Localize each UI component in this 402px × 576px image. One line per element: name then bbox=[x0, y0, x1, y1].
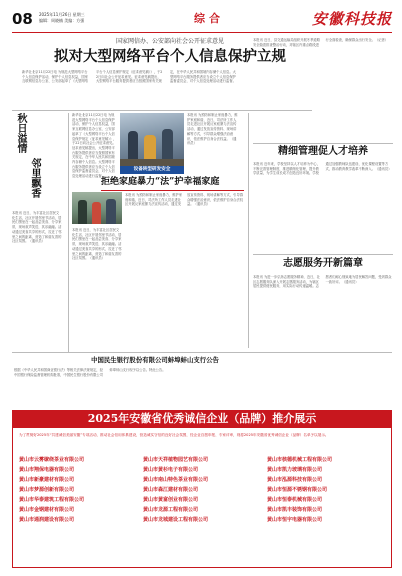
lead-headline: 拟对大型网络平台个人信息保护立规 bbox=[54, 48, 286, 65]
left-column-body: 本报讯 近日，为丰富社区居民文化生活，社区开展邻里节活动，居民们围坐在一起品尝美食、分享家常，现场欢声笑语，其乐融融。活动通过美食共享的形式，拉近了邻里之间的距离，营造了和谐友善的社区氛围。（通讯员） bbox=[12, 211, 62, 244]
company-item: 黄山市黄富创业有限公司 bbox=[143, 497, 199, 503]
story2-body-lower-text: 本报讯 近日，为丰富社区居民文化生活，社区开展邻里节活动，居民们围坐在一起品尝美食、分享家常，现场欢声笑语，其乐融融。活动通过美食共享的形式，拉近了邻里之间的距离，营造了和谐友善的社区氛围。（通讯员） bbox=[72, 228, 122, 261]
center-right-divider bbox=[248, 113, 249, 348]
company-item: 黄山市恒宇电器有限公司 bbox=[267, 517, 323, 523]
company-item: 黄山市新豪建材有限公司 bbox=[19, 477, 75, 483]
page-number: 08 bbox=[12, 10, 33, 28]
masthead bbox=[12, 10, 392, 34]
left-column-tag1: 秋日溢情 bbox=[15, 113, 26, 153]
photo-figure bbox=[162, 129, 173, 163]
story2-headline: 拒绝家庭暴力“法”护幸福家庭 bbox=[101, 177, 220, 187]
company-item: 黄山市南山特色茶业有限公司 bbox=[143, 477, 209, 483]
photo-figure bbox=[128, 131, 138, 161]
left-column-tag2: 邻里飘香 bbox=[29, 158, 40, 198]
company-item: 黄山市金钢建材有限公司 bbox=[19, 507, 75, 513]
banner-header bbox=[12, 410, 392, 428]
company-list bbox=[19, 455, 385, 555]
story2-photo bbox=[72, 192, 122, 224]
company-item: 黄山市天祥植物园艺有限公司 bbox=[143, 457, 209, 463]
banner-title: 2025年安徽省优秀诚信企业（品牌）推介展示 bbox=[87, 412, 317, 425]
photo-side-text: 本报讯 为预防和制止家庭暴力，维护家庭和谐，近日，司法所工作人员走进社区开展反家庭暴力法宣传活动，通过发放宣传资料、现场讲解等方式，引导群众增强法治意识，依法维护自身合法权益。（通讯员） bbox=[187, 113, 238, 146]
company-item: 黄山市森江建材有限公司 bbox=[143, 487, 199, 493]
left-column bbox=[12, 113, 67, 348]
date-line: 2025年11月26日 星期三 bbox=[39, 12, 85, 17]
company-item: 黄山市通润建设有限公司 bbox=[19, 517, 75, 523]
story3-headline: 中国民生银行股份有限公司蚌埠蚌山支行公告 bbox=[91, 356, 219, 364]
company-item: 黄山市泓源科技有限公司 bbox=[267, 477, 323, 483]
company-item: 黄山市龙城建设工程有限公司 bbox=[143, 517, 209, 523]
right-body-1-text: 本报讯 近年来，学校坚持以人才培养为中心，不断完善管理制度，推进精细化管理，提升教学质量，为学生成长成才创造良好环境。学校通过加强教师队伍建设、优化课程设置等方式，推动教育教学改革不断深入。（通讯员） bbox=[253, 162, 392, 176]
company-item: 黄山市龙源工程有限公司 bbox=[143, 507, 199, 513]
company-item: 黄山市翔保电器有限公司 bbox=[19, 467, 75, 473]
masthead-rule bbox=[12, 32, 392, 33]
paper-name-logo: 安徽科技报 bbox=[312, 10, 393, 28]
photo-caption-strip bbox=[120, 166, 184, 174]
story2-body-text: 本报讯 为预防和制止家庭暴力，维护家庭和谐，近日，司法所工作人员走进社区开展反家庭暴力法宣传活动，通过发放宣传资料、现场讲解等方式，引导群众增强法治意识，依法维护自身合法权益。（通讯员） bbox=[125, 193, 244, 207]
right-divider-1 bbox=[253, 143, 393, 144]
right-body-2 bbox=[253, 275, 393, 348]
lead-body-text: 新华社北京11月22日电 为规范大型网络平台个人信息保护活动，保护个人信息权益，国家互联网信息办公室、公安部起草了《大型网络平台个人信息保护规定（征求意见稿）》，于22日向社会公开征求意见。征求意见稿提出，大型网络平台服务提供者应当按照国家有关规定，在中华人民共和国境内存储个人信息。大型网络平台服务提供者应当设立个人信息保护监督委员会，对个人信息处理活动进行监督。 bbox=[22, 70, 236, 84]
right-top-body-text: 本报讯 近日，县交通运输局组织开展冬季道路安全隐患排查整治行动，对辖区内重点路段进行全面检查，确保群众出行安全。（记者） bbox=[253, 38, 389, 47]
story3-top-rule bbox=[12, 352, 392, 353]
right-top-body bbox=[253, 38, 393, 141]
company-item: 黄山市核德机械工程有限公司 bbox=[267, 457, 333, 463]
company-item: 黄山市凯丰装饰有限公司 bbox=[267, 507, 323, 513]
right-divider-2 bbox=[253, 254, 393, 255]
story2-body bbox=[125, 193, 245, 348]
photo-figure bbox=[92, 202, 101, 224]
company-item: 黄山市恒泰机械有限公司 bbox=[267, 497, 323, 503]
middle-text: 新华社北京11月22日电 为规范大型网络平台个人信息保护活动，保护个人信息权益，国家互联网信息办公室、公安部起草了《大型网络平台个人信息保护规定（征求意见稿）》，于22日向社会公开征求意见。征求意见稿提出，大型网络平台服务提供者应当按照国家有关规定，在中华人民共和国境内存储个人信息。大型网络平台服务提供者应当设立个人信息保护监督委员会，对个人信息处理活动进行监督。 bbox=[72, 113, 117, 179]
banner-intro: 为了贯彻好2025年“共建诚信美丽安徽”专项活动，推动社会信用体系建设，营造诚实守信的良好社会氛围，经企业自愿申报、专家评审，现将2025年安徽省优秀诚信企业（品牌）名单予以展示。 bbox=[19, 433, 329, 437]
company-item: 黄山市华泰建筑工程有限公司 bbox=[19, 497, 85, 503]
banner-body bbox=[12, 428, 392, 568]
story2-body-lower bbox=[72, 228, 122, 348]
photo-caption: 设备转型研发安全 bbox=[133, 167, 171, 172]
right-body-1 bbox=[253, 162, 393, 252]
section-title: 综合 bbox=[194, 12, 224, 25]
story2-rule bbox=[101, 190, 244, 191]
company-item: 黄山市云雾缭绕茶业有限公司 bbox=[19, 457, 85, 463]
story3-body bbox=[14, 368, 390, 408]
right-headline-1: 精细管理促人才培养 bbox=[278, 146, 368, 157]
news-photo bbox=[120, 113, 184, 168]
company-item: 黄山市凯力玻璃有限公司 bbox=[267, 467, 323, 473]
company-item: 黄山市恒源不锈钢有限公司 bbox=[267, 487, 328, 493]
photo-figure bbox=[106, 199, 116, 224]
editor-line: 编辑：周晓楠 美编：方强 bbox=[39, 18, 85, 23]
lead-kicker: 国家网信办、公安部向社会公开征求意见 bbox=[115, 38, 224, 45]
story3-body-text: 根据《中华人民共和国商业银行法》等相关法律法规规定，经中国银行保险监督管理机构批准，中国民生银行股份有限公司蚌埠蚌山支行现予以公告。特此公告。 bbox=[14, 368, 166, 377]
company-item: 黄山市黄杉电子有限公司 bbox=[143, 467, 199, 473]
right-body-2-text: 本报讯 为进一步弘扬志愿服务精神，近日，社区志愿服务队深入开展志愿服务活动，为辖区居民提供便民服务，用实际行动传递温暖。志愿者们耐心细致地为居民解答问题，受到群众一致好评。（通讯员） bbox=[253, 275, 392, 289]
company-item: 黄山市梦源创新有限公司 bbox=[19, 487, 75, 493]
photo-figure bbox=[78, 200, 87, 224]
left-column-divider bbox=[68, 113, 69, 353]
right-headline-2: 志愿服务开新篇章 bbox=[283, 258, 363, 269]
